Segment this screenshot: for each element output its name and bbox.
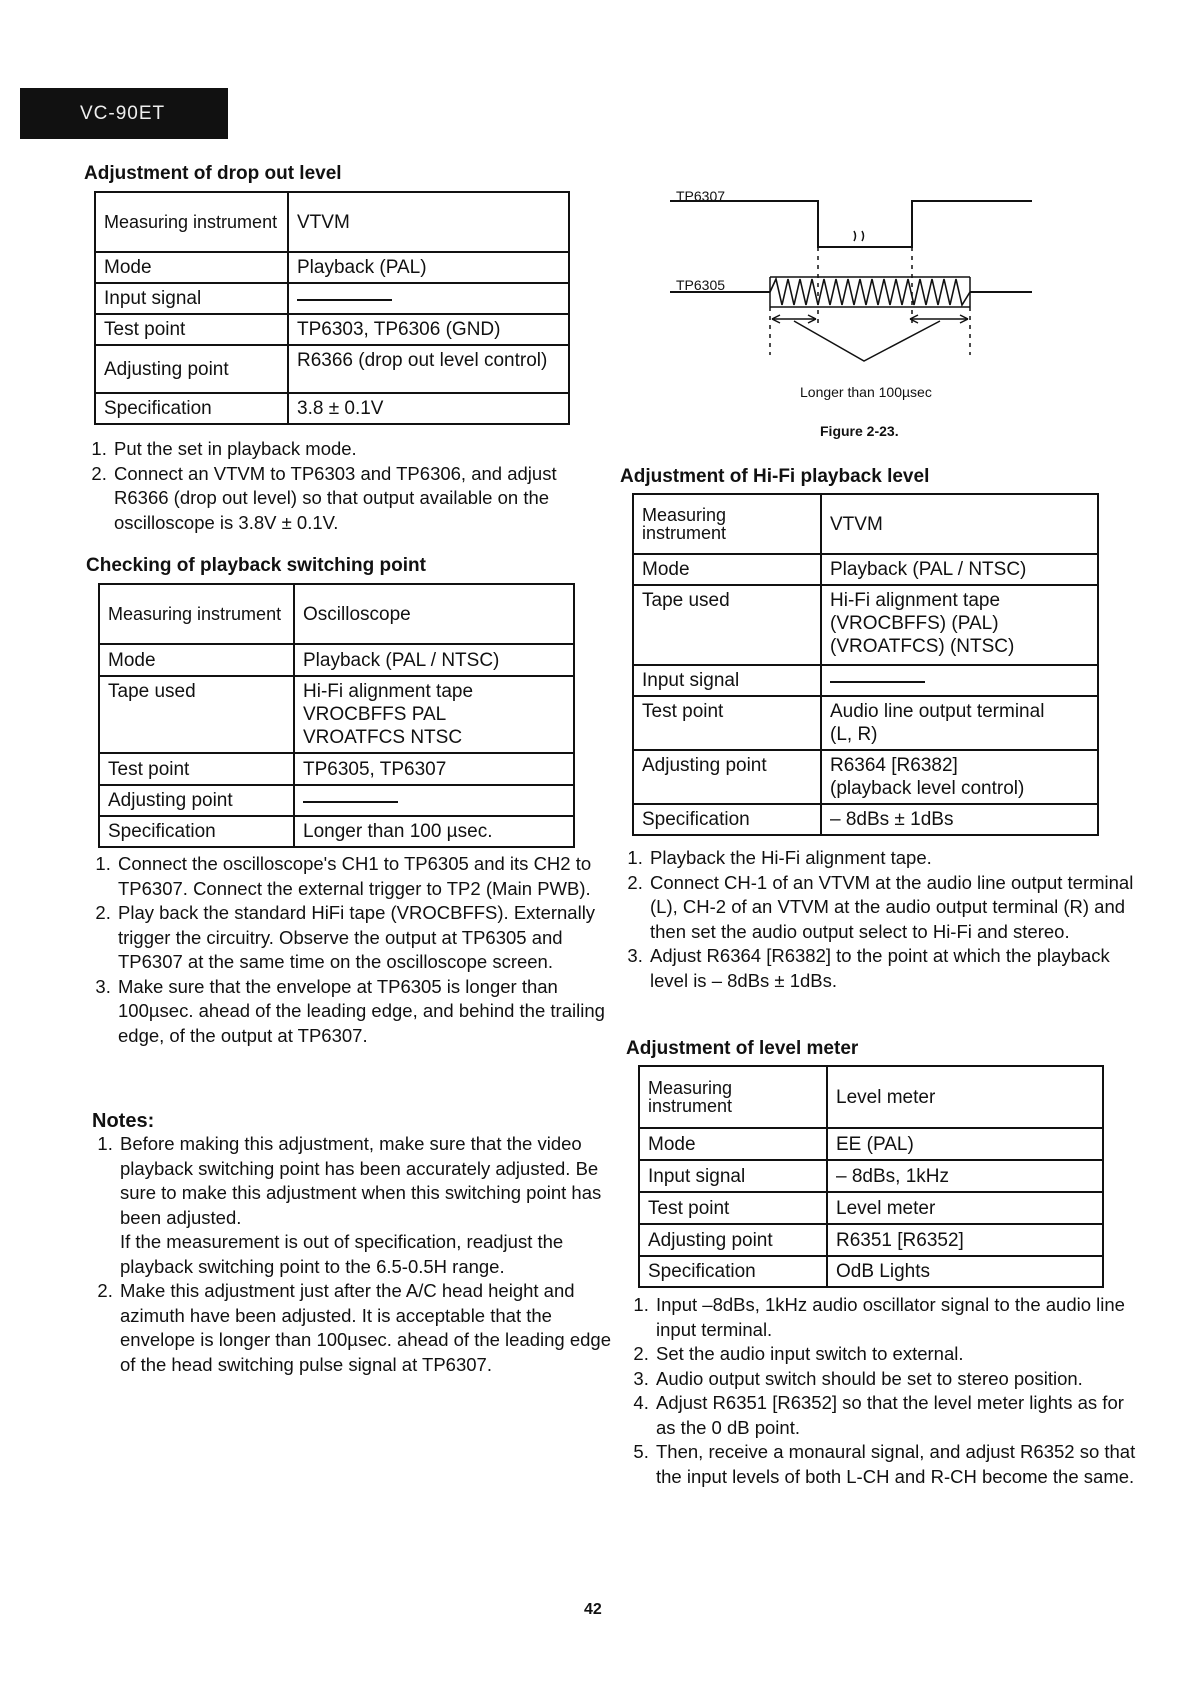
- row-label: Tape used: [633, 585, 821, 665]
- row-label: Input signal: [95, 283, 288, 314]
- list-item: 1. Playback the Hi-Fi alignment tape.: [648, 846, 1148, 871]
- row-value: VTVM: [288, 192, 569, 252]
- row-value: Level meter: [827, 1066, 1103, 1128]
- list-item: 2. Make this adjustment just after the A/C head height and azimuth have been adjusted. It is acceptable that the envelope is longer than 100µsec. ahead of the leading edge of the head switching pulse signal at TP6307.: [118, 1279, 616, 1377]
- table-row: [99, 676, 574, 753]
- table-row: [95, 345, 569, 393]
- figure-waveform: [670, 195, 1040, 395]
- guide-lines: [770, 247, 970, 355]
- table-row: [639, 1160, 1103, 1192]
- meter-steps: [626, 1293, 1144, 1489]
- row-value: Oscilloscope: [294, 584, 574, 644]
- table-row: [99, 753, 574, 785]
- row-value-empty: [821, 665, 1098, 696]
- dropout-steps: [84, 437, 608, 535]
- switching-steps: [88, 852, 612, 1048]
- list-item: 3. Adjust R6364 [R6382] to the point at which the playback level is – 8dBs ± 1dBs.: [648, 944, 1148, 993]
- table-row: [99, 584, 574, 644]
- row-value: Longer than 100 µsec.: [294, 816, 574, 847]
- switching-spec-table: [98, 583, 575, 848]
- row-value: Audio line output terminal (L, R): [821, 696, 1098, 750]
- list-item: 5. Then, receive a monaural signal, and adjust R6352 so that the input levels of both L-CH and R-CH become the same.: [654, 1440, 1144, 1489]
- table-row: [639, 1128, 1103, 1160]
- table-row: [95, 283, 569, 314]
- row-label: Measuring instrument: [99, 584, 294, 644]
- note-pointer: [794, 321, 940, 361]
- row-label: Specification: [99, 816, 294, 847]
- table-row: [633, 750, 1098, 804]
- row-label: Tape used: [99, 676, 294, 753]
- list-item: 1. Before making this adjustment, make sure that the video playback switching point has been accurately adjusted. Be sure to make this adjustment when this switching point has been adjusted. If the measurement is out of specification, readjust the playback switching point to the 6.5-0.5H range.: [118, 1132, 616, 1279]
- row-label: Mode: [99, 644, 294, 676]
- dropout-title: Adjustment of drop out level: [84, 163, 342, 184]
- break-mark: [854, 231, 864, 241]
- figure-note: Longer than 100µsec: [800, 384, 932, 400]
- row-label: Specification: [633, 804, 821, 835]
- table-row: [95, 192, 569, 252]
- row-value: Playback (PAL): [288, 252, 569, 283]
- figure-tp-bottom: TP6305: [676, 277, 726, 293]
- row-label: Measuring instrument: [639, 1066, 827, 1128]
- table-row: [99, 785, 574, 816]
- row-value: TP6305, TP6307: [294, 753, 574, 785]
- list-item: 1. Connect the oscilloscope's CH1 to TP6305 and its CH2 to TP6307. Connect the external trigger to TP2 (Main PWB).: [116, 852, 612, 901]
- notes-title: Notes:: [92, 1110, 155, 1132]
- row-label: Measuring instrument: [633, 494, 821, 554]
- hifi-steps: [620, 846, 1148, 993]
- figure-tp-top: TP6307: [676, 188, 726, 204]
- meter-title: Adjustment of level meter: [626, 1038, 859, 1059]
- list-item: 1. Put the set in playback mode.: [112, 437, 608, 462]
- row-value: TP6303, TP6306 (GND): [288, 314, 569, 345]
- row-label: Specification: [95, 393, 288, 424]
- row-label: Test point: [633, 696, 821, 750]
- row-value: EE (PAL): [827, 1128, 1103, 1160]
- row-label: Mode: [95, 252, 288, 283]
- dropout-spec-table: [94, 191, 570, 425]
- tp6307-trace: [670, 201, 1032, 247]
- row-value-empty: [288, 283, 569, 314]
- row-value: R6364 [R6382] (playback level control): [821, 750, 1098, 804]
- row-value: R6351 [R6352]: [827, 1224, 1103, 1256]
- list-item: 2. Connect CH-1 of an VTVM at the audio line output terminal (L), CH-2 of an VTVM at the audio output terminal (R) and then set the audio output select to Hi-Fi and stereo.: [648, 871, 1148, 945]
- row-label: Test point: [95, 314, 288, 345]
- model-label: VC-90ET: [80, 102, 166, 124]
- list-item: 1. Input –8dBs, 1kHz audio oscillator signal to the audio line input terminal.: [654, 1293, 1144, 1342]
- row-value: Hi-Fi alignment tape (VROCBFFS) (PAL) (VROATFCS) (NTSC): [821, 585, 1098, 665]
- table-row: [639, 1256, 1103, 1287]
- row-label: Mode: [633, 554, 821, 585]
- row-value: Hi-Fi alignment tape VROCBFFS PAL VROATFCS NTSC: [294, 676, 574, 753]
- blank-dash: [303, 801, 398, 803]
- row-label: Measuring instrument: [95, 192, 288, 252]
- row-value: – 8dBs ± 1dBs: [821, 804, 1098, 835]
- model-header-badge: [20, 88, 228, 139]
- table-row: [639, 1066, 1103, 1128]
- table-row: [633, 494, 1098, 554]
- row-value: 3.8 ± 0.1V: [288, 393, 569, 424]
- notes-list: [90, 1132, 616, 1377]
- table-row: [99, 644, 574, 676]
- row-value: Playback (PAL / NTSC): [294, 644, 574, 676]
- row-value: Level meter: [827, 1192, 1103, 1224]
- table-row: [633, 585, 1098, 665]
- list-item: 2. Play back the standard HiFi tape (VROCBFFS). Externally trigger the circuitry. Observe the output at TP6305 and TP6307 at the same time on the oscilloscope screen.: [116, 901, 612, 975]
- table-row: [633, 804, 1098, 835]
- table-row: [633, 665, 1098, 696]
- list-item: 3. Audio output switch should be set to stereo position.: [654, 1367, 1144, 1392]
- row-label: Input signal: [639, 1160, 827, 1192]
- row-label: Mode: [639, 1128, 827, 1160]
- hifi-spec-table: [632, 493, 1099, 836]
- row-value: OdB Lights: [827, 1256, 1103, 1287]
- page-number: 42: [584, 1601, 602, 1618]
- table-row: [95, 393, 569, 424]
- row-label: Specification: [639, 1256, 827, 1287]
- table-row: [633, 554, 1098, 585]
- blank-dash: [297, 299, 392, 301]
- row-label: Input signal: [633, 665, 821, 696]
- list-item: 2. Connect an VTVM to TP6303 and TP6306, and adjust R6366 (drop out level) so that output available on the oscilloscope is 3.8V ± 0.1V.: [112, 462, 608, 536]
- switching-title: Checking of playback switching point: [86, 555, 426, 576]
- row-value-empty: [294, 785, 574, 816]
- row-label: Test point: [639, 1192, 827, 1224]
- hifi-title: Adjustment of Hi-Fi playback level: [620, 466, 930, 487]
- meter-spec-table: [638, 1065, 1104, 1288]
- table-row: [633, 696, 1098, 750]
- row-label: Adjusting point: [639, 1224, 827, 1256]
- list-item: 4. Adjust R6351 [R6352] so that the level meter lights as for as the 0 dB point.: [654, 1391, 1144, 1440]
- blank-dash: [830, 681, 925, 683]
- list-item: 3. Make sure that the envelope at TP6305 is longer than 100µsec. ahead of the leading edge, and behind the trailing edge, of the output at TP6307.: [116, 975, 612, 1049]
- table-row: [95, 314, 569, 345]
- row-value: VTVM: [821, 494, 1098, 554]
- row-value: R6366 (drop out level control): [288, 345, 569, 393]
- row-label: Adjusting point: [95, 345, 288, 393]
- list-item: 2. Set the audio input switch to external.: [654, 1342, 1144, 1367]
- tp6305-envelope-signal: [770, 279, 970, 305]
- row-label: Adjusting point: [633, 750, 821, 804]
- row-value: Playback (PAL / NTSC): [821, 554, 1098, 585]
- table-row: [639, 1192, 1103, 1224]
- figure-caption: Figure 2-23.: [820, 423, 899, 439]
- row-value: – 8dBs, 1kHz: [827, 1160, 1103, 1192]
- table-row: [99, 816, 574, 847]
- row-label: Test point: [99, 753, 294, 785]
- table-row: [95, 252, 569, 283]
- row-label: Adjusting point: [99, 785, 294, 816]
- table-row: [639, 1224, 1103, 1256]
